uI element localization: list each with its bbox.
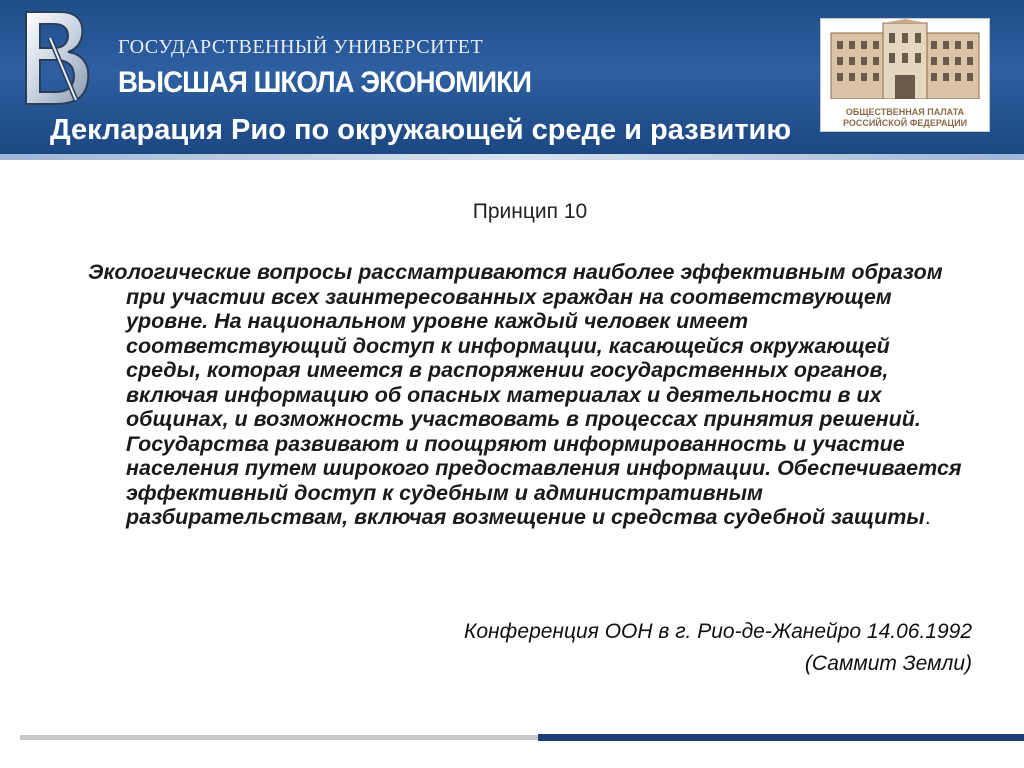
public-chamber-caption — [821, 107, 989, 129]
principle-label: Принцип 10 — [472, 200, 588, 223]
header-divider — [0, 154, 1024, 160]
footer-bar-gray — [20, 735, 538, 740]
source-citation — [464, 616, 972, 680]
public-chamber-caption-line1: ОБЩЕСТВЕННАЯ ПАЛАТА — [845, 107, 965, 117]
source-line2: (Саммит Земли) — [804, 652, 972, 675]
university-name-line1: ГОСУДАРСТВЕННЫЙ УНИВЕРСИТЕТ — [118, 36, 484, 58]
public-chamber-caption-line2: РОССИЙСКОЙ ФЕДЕРАЦИИ — [842, 118, 968, 128]
principle-text-end: . — [924, 505, 931, 529]
hse-logo-icon — [20, 8, 96, 108]
footer-bar-blue — [538, 734, 1024, 741]
principle-text — [88, 260, 968, 530]
source-line1: Конференция ООН в г. Рио-де-Жанейро 14.06.1992 — [464, 620, 972, 643]
university-name-line2: ВЫСШАЯ ШКОЛА ЭКОНОМИКИ — [118, 66, 532, 99]
slide-title: Декларация Рио по окружающей среде и развитию — [50, 114, 792, 146]
public-chamber-building-icon — [821, 19, 989, 99]
principle-text-body: Экологические вопросы рассматриваются наиболее эффективным образом при участии всех заинтересованных граждан на соответствующем уровне. На национальном уровне каждый человек имеет соответствующий доступ к информации, касающейся окружающей среды, которая имеется в распоряжении государственных органов, включая информацию об опасных материалах и деятельности в их общинах, и возможность участвовать в процессах принятия решений. Государства развивают и поощряют информированность и участие населения путем широкого предоставления информации. Обеспечивается эффективный доступ к судебным и административным разбирательствам, включая возмещение и средства судебной защиты — [88, 260, 962, 529]
slide-header — [0, 0, 1024, 160]
public-chamber-logo — [820, 18, 990, 132]
